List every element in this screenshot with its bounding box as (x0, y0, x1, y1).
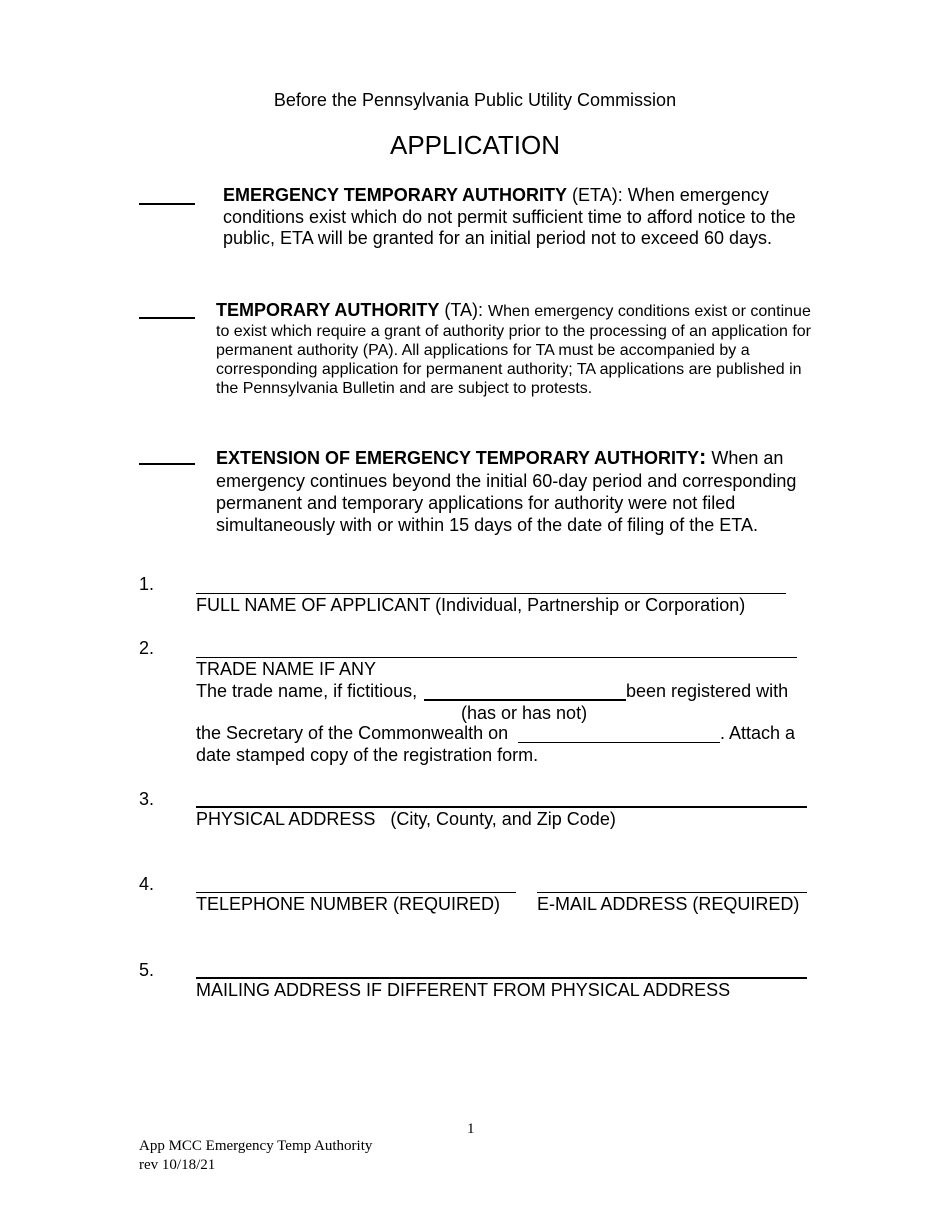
registration-date-input-line[interactable] (518, 742, 720, 743)
form-name: App MCC Emergency Temp Authority (139, 1138, 373, 1154)
page-title: APPLICATION (389, 130, 560, 160)
page-number: 1 (467, 1121, 475, 1137)
ta-checkbox-line[interactable] (139, 317, 195, 319)
eta-heading: EMERGENCY TEMPORARY AUTHORITY (223, 185, 568, 205)
email-caption: E-MAIL ADDRESS (REQUIRED) (537, 894, 800, 914)
physical-address-input-line[interactable] (196, 806, 807, 808)
extension-option-text (216, 443, 816, 536)
ta-heading: TEMPORARY AUTHORITY (216, 300, 440, 320)
ta-option-text (216, 300, 816, 398)
eta-option-text (223, 185, 813, 250)
telephone-input-line[interactable] (196, 892, 516, 893)
attach-text: . Attach a (720, 723, 796, 743)
physical-address-caption: PHYSICAL ADDRESS (City, County, and Zip Code) (196, 809, 616, 829)
ta-description: When emergency conditions exist or continue to exist which require a grant of authority prior to the processing of an application for permanent authority (PA). All applications for TA must be accompanied by a corresponding application for permanent authority; TA applications are published in the Pennsylvania Bulletin and are subject to protests. (216, 303, 811, 398)
mailing-address-input-line[interactable] (196, 977, 807, 979)
trade-name-fictitious-text: The trade name, if fictitious, (196, 681, 418, 701)
full-name-input-line[interactable] (196, 593, 786, 594)
field-3-number: 3. (139, 789, 155, 809)
email-input-line[interactable] (537, 892, 807, 893)
secretary-text: the Secretary of the Commonwealth on (196, 723, 509, 743)
eta-checkbox-line[interactable] (139, 203, 195, 205)
has-or-has-not-input-line[interactable] (424, 699, 626, 701)
extension-heading: EXTENSION OF EMERGENCY TEMPORARY AUTHORITY (216, 448, 700, 468)
registration-form-text: date stamped copy of the registration form. (196, 745, 539, 765)
has-or-has-not-hint: (has or has not) (461, 703, 588, 723)
full-name-caption: FULL NAME OF APPLICANT (Individual, Partnership or Corporation) (196, 595, 746, 615)
extension-checkbox-line[interactable] (139, 463, 195, 465)
mailing-address-caption: MAILING ADDRESS IF DIFFERENT FROM PHYSICAL ADDRESS (196, 980, 731, 1000)
field-5-number: 5. (139, 960, 155, 980)
extension-description: When an emergency continues beyond the initial 60-day period and corresponding permanent and temporary applications for authority were not filed simultaneously with or within 15 days of the date of filing of the ETA. (216, 448, 797, 536)
field-1-number: 1. (139, 574, 155, 594)
eta-description: (ETA): When emergency conditions exist which do not permit sufficient time to afford notice to the public, ETA will be granted for an initial period not to exceed 60 days. (223, 185, 796, 249)
extension-colon: : (699, 444, 707, 469)
trade-name-input-line[interactable] (196, 657, 797, 658)
trade-name-caption: TRADE NAME IF ANY (196, 659, 377, 679)
form-revision: rev 10/18/21 (139, 1157, 216, 1173)
registered-with-text: been registered with (626, 681, 789, 701)
telephone-caption: TELEPHONE NUMBER (REQUIRED) (196, 894, 501, 914)
field-2-number: 2. (139, 638, 155, 658)
field-4-number: 4. (139, 874, 155, 894)
ta-abbr: (TA): (439, 300, 488, 320)
commission-heading: Before the Pennsylvania Public Utility Commission (273, 90, 677, 110)
